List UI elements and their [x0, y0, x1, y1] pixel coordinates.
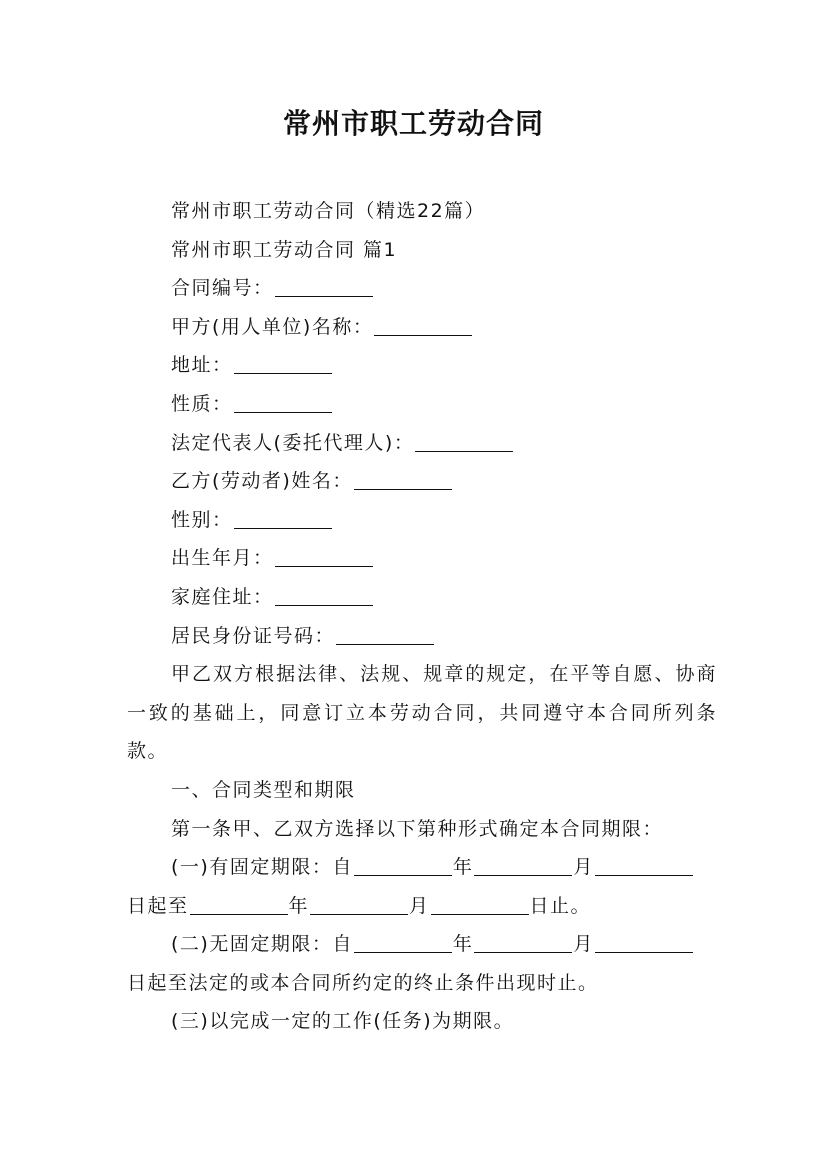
text-span: 日止。 [529, 894, 592, 917]
document-subtitle: 常州市职工劳动合同（精选22篇） [171, 200, 486, 222]
field-nature [127, 385, 717, 424]
blank-line [234, 353, 332, 374]
field-gender [127, 501, 717, 540]
article-one: 第一条甲、乙双方选择以下第种形式确定本合同期限： [171, 817, 664, 840]
document-title: 常州市职工劳动合同 [282, 107, 544, 140]
field-label: 甲方(用人单位)名称： [171, 315, 374, 338]
document-body [127, 192, 717, 1041]
field-address [127, 346, 717, 385]
blank-line [354, 932, 452, 953]
blank-line [474, 855, 572, 876]
blank-line [275, 585, 373, 606]
field-label: 家庭住址： [171, 585, 274, 608]
option-open-term-line2: 日起至法定的或本合同所约定的终止条件出现时止。 [127, 971, 599, 994]
blank-line [190, 894, 288, 915]
text-span: 年 [452, 933, 474, 956]
field-employer-name [127, 308, 717, 347]
option-task-term: (三)以完成一定的工作(任务)为期限。 [171, 1010, 515, 1033]
blank-line [374, 315, 472, 336]
blank-line [354, 855, 452, 876]
text-span: 日起至 [127, 894, 189, 917]
blank-line [595, 932, 693, 953]
blank-line [275, 276, 373, 297]
field-label: 居民身份证号码： [171, 624, 336, 647]
field-legal-representative [127, 424, 717, 463]
field-label: 法定代表人(委托代理人)： [171, 431, 415, 454]
text-span: (二)无固定期限：自 [171, 933, 353, 956]
chapter-heading: 一、合同类型和期限 [171, 778, 356, 801]
blank-line [415, 431, 513, 452]
field-id-number [127, 617, 717, 656]
field-label: 地址： [171, 354, 233, 377]
field-worker-name [127, 462, 717, 501]
field-home-address [127, 578, 717, 617]
text-span: 年 [288, 894, 310, 917]
blank-line [474, 932, 572, 953]
blank-line [336, 624, 434, 645]
text-span: 月 [573, 856, 594, 879]
blank-line [595, 855, 693, 876]
blank-line [234, 392, 332, 413]
field-label: 出生年月： [171, 547, 274, 570]
blank-line [234, 508, 332, 529]
option-fixed-term-line2 [127, 887, 717, 926]
text-span: (一)有固定期限：自 [171, 856, 353, 879]
field-label: 乙方(劳动者)姓名： [171, 470, 353, 493]
text-span: 月 [573, 933, 594, 956]
blank-line [354, 469, 452, 490]
section-heading: 常州市职工劳动合同 篇1 [171, 238, 398, 261]
field-birth-date [127, 539, 717, 578]
intro-paragraph: 甲乙双方根据法律、法规、规章的规定，在平等自愿、协商一致的基础上，同意订立本劳动合同，共同遵守本合同所列条款。 [127, 663, 717, 763]
option-open-term-line1 [127, 925, 717, 964]
text-span: 月 [409, 894, 430, 917]
blank-line [310, 894, 408, 915]
option-fixed-term-line1 [127, 848, 717, 887]
text-span: 年 [452, 856, 474, 879]
field-label: 性质： [171, 392, 233, 415]
blank-line [275, 546, 373, 567]
blank-line [431, 894, 529, 915]
field-contract-number [127, 269, 717, 308]
field-label: 性别： [171, 508, 233, 531]
field-label: 合同编号： [171, 277, 274, 300]
